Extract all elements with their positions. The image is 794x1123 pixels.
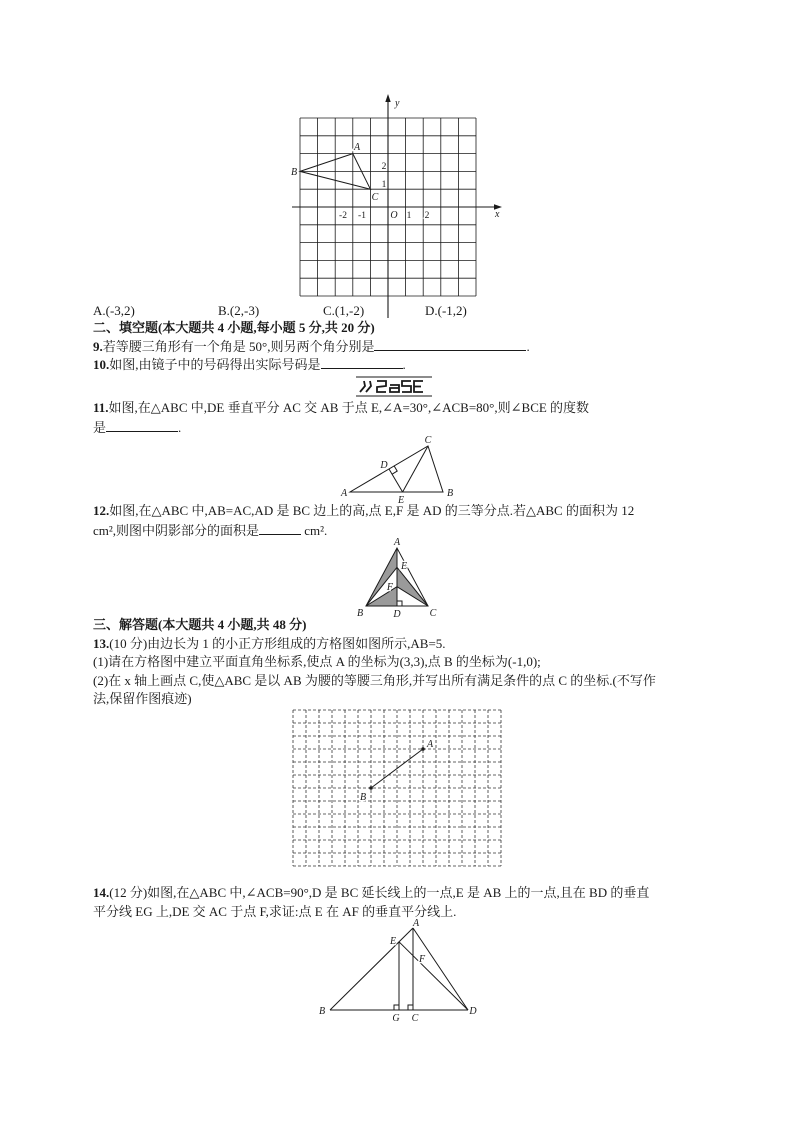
mirror-digits (360, 381, 423, 392)
question-10 (93, 356, 406, 373)
point-c-label: C (429, 608, 437, 619)
question-text: cm²,则图中阴影部分的面积是 (93, 523, 260, 538)
mirror-glyph (402, 381, 411, 392)
question-text: (12 分)如图,在△ABC 中,∠ACB=90°,D 是 BC 延长线上的一点,E 是 AB 上的一点,且在 BD 的垂直 (109, 885, 650, 900)
question-11 (93, 400, 589, 416)
coordinate-figure (291, 94, 502, 318)
point-d-label: D (393, 609, 401, 620)
point-c-label: C (424, 435, 432, 446)
answer-blank (374, 338, 526, 351)
point-e-label: E (397, 495, 405, 506)
point-f-label: F (386, 582, 393, 593)
option-b: B.(2,-3) (218, 303, 260, 318)
right-angle-mark (397, 601, 402, 606)
figure-q13 (293, 710, 501, 866)
right-angle-mark (408, 1005, 413, 1010)
question-text: 如图,在△ABC 中,DE 垂直平分 AC 交 AB 于点 E,∠A=30°,∠ACB=80°,则∠BCE 的度数 (108, 400, 590, 415)
point-a (421, 747, 425, 751)
point-a-label: A (412, 918, 420, 929)
y-tick-label: 2 (381, 162, 387, 172)
point-a-label: A (426, 739, 434, 750)
segment-ab (330, 928, 413, 1010)
point-b-label: B (290, 167, 298, 178)
point-b-label: B (446, 488, 454, 499)
question-end: . (526, 339, 530, 354)
point-c-label: C (411, 1013, 419, 1024)
mirror-glyph (366, 381, 371, 392)
question-number: 13. (93, 636, 110, 651)
answer-blank (321, 356, 403, 369)
y-axis-label: y (395, 98, 400, 109)
answer-blank (106, 419, 178, 432)
question-end: . (178, 420, 182, 435)
x-tick-label: -1 (358, 211, 366, 221)
point-b-label: B (318, 1006, 326, 1017)
point-b-label: B (356, 608, 364, 619)
question-13-part-1: (1)请在方格图中建立平面直角坐标系,使点 A 的坐标为(3,3),点 B 的坐标为(-1,0); (93, 654, 541, 669)
question-text: 是 (93, 420, 107, 435)
question-number: 14. (93, 885, 110, 900)
y-axis-arrow (385, 94, 390, 102)
question-13-part-2-continued: 法,保留作图痕迹) (93, 691, 192, 706)
question-end: cm². (301, 523, 328, 538)
point-b (369, 786, 373, 790)
figure-q14 (319, 918, 477, 1024)
option-d: D.(-1,2) (425, 303, 467, 318)
point-a-label: A (393, 537, 401, 548)
x-tick-label: -2 (339, 211, 347, 221)
answer-blank (259, 522, 301, 535)
origin-label: O (390, 210, 398, 221)
mirror-glyph (360, 381, 365, 392)
question-number: 10. (93, 357, 110, 372)
question-number: 11. (93, 400, 109, 415)
point-c-label: C (371, 192, 379, 203)
question-11-line-2 (93, 419, 181, 436)
question-text: 如图,在△ABC 中,AB=AC,AD 是 BC 边上的高,点 E,F 是 AD 的三等分点.若△ABC 的面积为 12 (109, 503, 635, 518)
figure-q11 (340, 435, 453, 506)
question-14-line-2: 平分线 EG 上,DE 交 AC 于点 F,求证:点 E 在 AF 的垂直平分线上. (93, 904, 457, 919)
question-13-part-2: (2)在 x 轴上画点 C,使△ABC 是以 AB 为腰的等腰三角形,并写出所有满足条件的点 C 的坐标.(不写作 (93, 673, 656, 688)
question-9 (93, 338, 530, 355)
mirror-number-figure (356, 377, 432, 396)
x-tick-label: 1 (406, 211, 412, 221)
point-d-label: D (469, 1006, 477, 1017)
question-end: . (402, 357, 406, 372)
question-text: 如图,由镜子中的号码得出实际号码是 (109, 357, 321, 372)
figure-q12 (357, 537, 437, 620)
right-angle-mark (394, 1005, 399, 1010)
point-e-label: E (401, 561, 408, 572)
question-text: (10 分)由边长为 1 的小正方形组成的方格图如图所示,AB=5. (109, 636, 446, 651)
section-answer-heading: 三、解答题(本大题共 4 小题,共 48 分) (93, 617, 307, 632)
question-12-line-2 (93, 522, 327, 539)
point-f-label: F (418, 954, 426, 965)
point-e-label: E (389, 936, 397, 947)
option-c: C.(1,-2) (323, 303, 365, 318)
question-number: 9. (93, 339, 103, 354)
option-a: A.(-3,2) (93, 303, 135, 318)
question-14 (93, 885, 649, 901)
x-tick-label: 2 (424, 211, 430, 221)
point-b-label: B (359, 792, 367, 803)
point-d-label: D (380, 460, 388, 471)
segment-ed (399, 942, 468, 1010)
question-text: 若等腰三角形有一个角是 50°,则另两个角分别是 (102, 339, 375, 354)
point-a-label: A (353, 142, 361, 153)
point-a-label: A (340, 488, 348, 499)
dashed-square-grid (293, 710, 501, 866)
question-number: 12. (93, 503, 110, 518)
mirror-glyph (377, 381, 386, 392)
mirror-glyph (390, 385, 399, 392)
point-g-label: G (392, 1013, 400, 1024)
question-12 (93, 503, 634, 519)
segment-ce (403, 446, 428, 492)
x-axis-label: x (495, 209, 500, 220)
segment-ad (413, 928, 468, 1010)
question-13 (93, 636, 446, 652)
y-tick-label: 1 (381, 180, 387, 190)
section-fill-in-heading: 二、填空题(本大题共 4 小题,每小题 5 分,共 20 分) (93, 320, 375, 335)
